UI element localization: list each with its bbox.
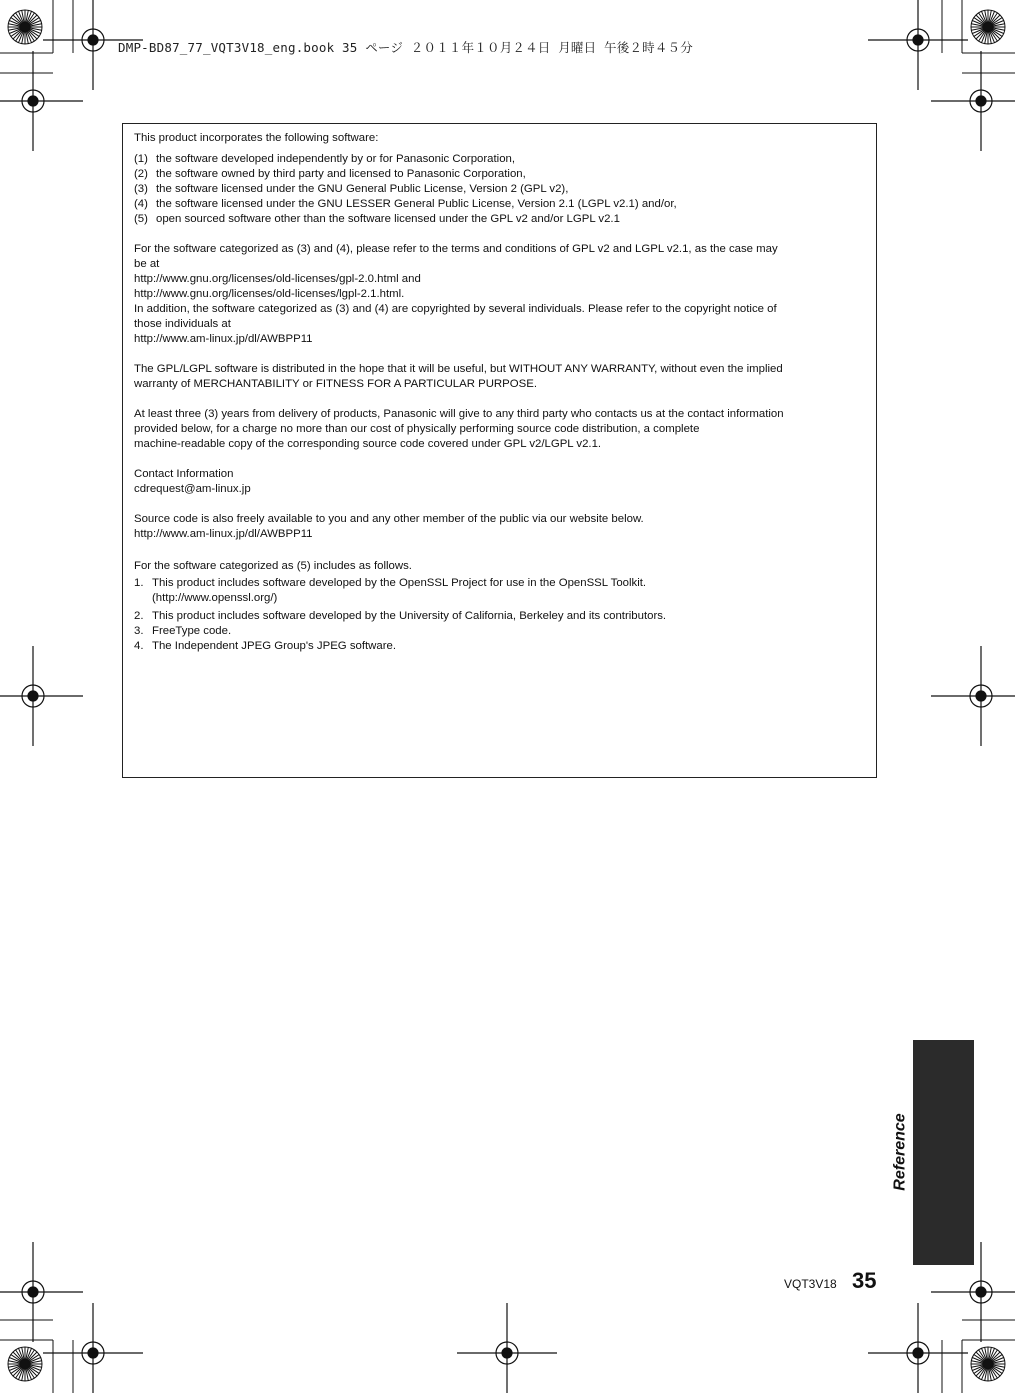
list-item: (2) the software owned by third party and licensed to Panasonic Corporation, bbox=[134, 168, 526, 180]
warranty-paragraph: The GPL/LGPL software is distributed in the hope that it will be useful, but WITHOUT ANY WARRANTY, without even the implied warranty of MERCHANTABILITY or FITNESS FOR A PARTICULAR PURPOSE. bbox=[134, 363, 783, 390]
list-item: 2. This product includes software developed by the University of California, Berkeley and its contributors. bbox=[134, 610, 667, 622]
list-item: 1. This product includes software developed by the OpenSSL Project for use in the OpenSSL Toolkit. bbox=[134, 577, 647, 589]
list-item: (5) open sourced software other than the software licensed under the GPL v2 and/or LGPL v2.1 bbox=[134, 213, 620, 225]
contact-email: cdrequest@am-linux.jp bbox=[134, 483, 251, 495]
list-item: (3) the software licensed under the GNU General Public License, Version 2 (GPL v2), bbox=[134, 183, 569, 195]
license-text bbox=[134, 131, 856, 654]
gpl-terms-paragraph: For the software categorized as (3) and (4), please refer to the terms and conditions of GPL v2 and LGPL v2.1, as the case may be at http://www.gnu.org/licenses/old-licenses/gpl-2.0.html and http://www.gnu.org/licenses/old-licenses/lgpl-2.1.html. In addition, the software categorized as (3) and (4) are copyrighted by several individuals. Please refer to the copyright notice of those individuals at http://www.am-linux.jp/dl/AWBPP11 bbox=[134, 242, 856, 347]
reference-section-tab bbox=[913, 1040, 974, 1265]
page-number: 35 bbox=[852, 1268, 877, 1293]
list-item: 4. The Independent JPEG Group's JPEG software. bbox=[134, 640, 397, 652]
website-paragraph: Source code is also freely available to you and any other member of the public via our website below. http://www.am-linux.jp/dl/AWBPP11 bbox=[134, 512, 856, 542]
gpl-link: http://www.gnu.org/licenses/old-licenses/gpl-2.0.html and bbox=[134, 273, 421, 285]
print-info-header: DMP-BD87_77_VQT3V18_eng.book 35 ページ ２０１１年１０月２４日 月曜日 午後２時４５分 bbox=[118, 40, 693, 55]
list-item: (4) the software licensed under the GNU LESSER General Public License, Version 2.1 (LGPL v2.1) and/or, bbox=[134, 198, 677, 210]
reference-section-label: Reference bbox=[891, 1113, 909, 1191]
copyright-link: http://www.am-linux.jp/dl/AWBPP11 bbox=[134, 333, 313, 345]
website-link: http://www.am-linux.jp/dl/AWBPP11 bbox=[134, 528, 313, 540]
model-code: VQT3V18 bbox=[784, 1277, 837, 1291]
intro-text: This product incorporates the following software: bbox=[134, 132, 379, 144]
list-item: (http://www.openssl.org/) bbox=[152, 592, 278, 604]
contact-paragraph: Contact Information cdrequest@am-linux.jp bbox=[134, 467, 856, 497]
software-license-box bbox=[122, 123, 877, 778]
category5-intro: For the software categorized as (5) includes as follows. bbox=[134, 560, 412, 572]
lgpl-link: http://www.gnu.org/licenses/old-licenses/lgpl-2.1.html. bbox=[134, 288, 405, 300]
list-item: 3. FreeType code. bbox=[134, 625, 232, 637]
software-list bbox=[134, 152, 856, 227]
source-offer-paragraph: At least three (3) years from delivery of products, Panasonic will give to any third party who contacts us at the contact information provided below, for a charge no more than our cost of physically performing source code distribution, a complete machine-readable copy of the corresponding source code covered under GPL v2/LGPL v2.1. bbox=[134, 408, 784, 450]
list-item: (1) the software developed independently by or for Panasonic Corporation, bbox=[134, 153, 516, 165]
category5-list bbox=[134, 576, 856, 654]
